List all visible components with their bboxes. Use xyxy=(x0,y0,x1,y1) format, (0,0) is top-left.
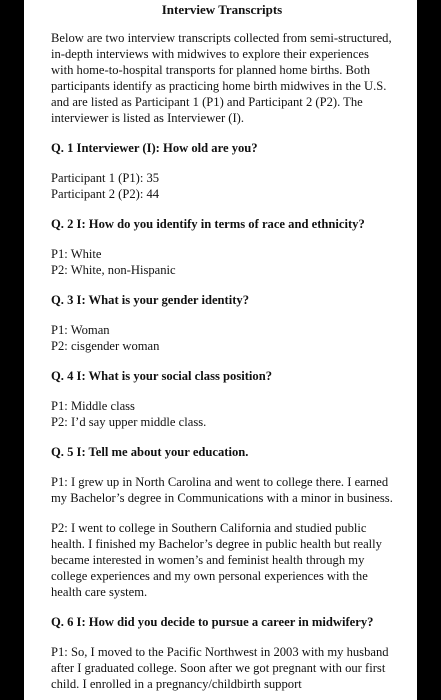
answer-paragraph xyxy=(51,520,393,600)
document-page xyxy=(24,0,417,700)
answer-paragraph xyxy=(51,398,393,430)
answer-line: P2: I went to college in Southern California and studied public health. I finished my Bachelor’s degree in public health but really became interested in women’s and feminist health through my college experiences and my own personal experiences with the health care system. xyxy=(51,521,382,599)
answer-line: P1: I grew up in North Carolina and went to college there. I earned my Bachelor’s degree in Communications with a minor in business. xyxy=(51,475,393,505)
question-heading: Q. 2 I: How do you identify in terms of race and ethnicity? xyxy=(51,217,365,231)
question-heading: Q. 5 I: Tell me about your education. xyxy=(51,445,249,459)
question-block xyxy=(51,368,393,430)
answer-paragraph xyxy=(51,322,393,354)
answer-paragraph xyxy=(51,644,393,692)
document-title: Interview Transcripts xyxy=(161,2,283,17)
question-block xyxy=(51,292,393,354)
answer-paragraph xyxy=(51,474,393,506)
answer-paragraph xyxy=(51,246,393,278)
question-heading: Q. 6 I: How did you decide to pursue a career in midwifery? xyxy=(51,615,374,629)
question-block xyxy=(51,444,393,600)
answer-line: P1: So, I moved to the Pacific Northwest in 2003 with my husband after I graduated college. Soon after we got pregnant with our first child. I enrolled in a pregnancy/childbirth support xyxy=(51,645,389,691)
question-block xyxy=(51,614,393,692)
answer-line: P2: White, non-Hispanic xyxy=(51,263,176,277)
question-heading: Q. 4 I: What is your social class position? xyxy=(51,369,273,383)
question-heading: Q. 3 I: What is your gender identity? xyxy=(51,293,250,307)
answer-line: P2: I’d say upper middle class. xyxy=(51,415,207,429)
questions-list xyxy=(51,140,393,692)
answer-line: P1: Woman xyxy=(51,323,110,337)
answer-line: P1: White xyxy=(51,247,102,261)
answer-paragraph xyxy=(51,170,393,202)
question-heading: Q. 1 Interviewer (I): How old are you? xyxy=(51,141,258,155)
question-block xyxy=(51,216,393,278)
answer-line: P2: cisgender woman xyxy=(51,339,160,353)
answer-line: P1: Middle class xyxy=(51,399,135,413)
answer-line: Participant 1 (P1): 35 xyxy=(51,171,160,185)
answer-line: Participant 2 (P2): 44 xyxy=(51,187,160,201)
question-block xyxy=(51,140,393,202)
intro-paragraph: Below are two interview transcripts collected from semi-structured, in-depth interviews with midwives to explore their experiences with home-to-hospital transports for planned home births. Both participants identify as practicing home birth midwives in the U.S. and are listed as Participant 1 (P1) and Participant 2 (P2). The interviewer is listed as Interviewer (I). xyxy=(51,31,392,125)
